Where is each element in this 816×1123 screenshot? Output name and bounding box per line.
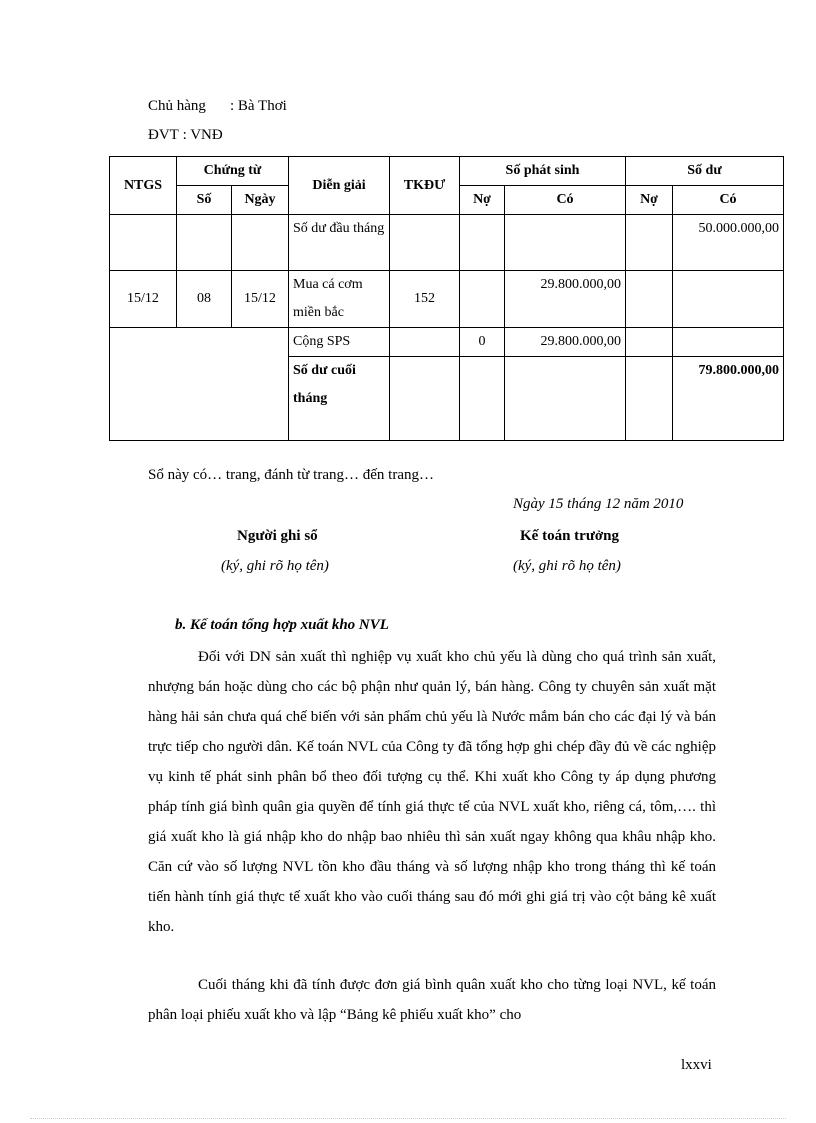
date-line: Ngày 15 tháng 12 năm 2010 — [513, 496, 684, 512]
cell-ps-no — [460, 357, 505, 441]
unit-line — [148, 127, 223, 144]
paragraph: Đối với DN sản xuất thì nghiệp vụ xuất kho chủ yếu là dùng cho quá trình sản xuất, nhượng bán hoặc dùng cho các bộ phận như quản lý, bán hàng. Công ty chuyên sản xuất mặt hàng hải sản chưa quá chế biến với sản phẩm chủ yếu là Nước mắm bán cho các đại lý và bán trực tiếp cho người dân. Kế toán NVL của Công ty đã tổng hợp ghi chép đầy đủ về các nghiệp vụ kinh tế phát sinh phân bổ theo đối tượng cụ thể. Khi xuất kho Công ty áp dụng phương pháp tính giá bình quân gia quyền để tính giá thực tế của NVL xuất kho, riêng cá, tôm,…. thì giá xuất kho là giá nhập kho do nhập bao nhiêu thì sản xuất ngay không qua khâu nhập kho. Căn cứ vào số lượng NVL tồn kho đầu tháng và số lượng nhập kho trong tháng thì kế toán tiến hành tính giá thực tế xuất kho vào cuối tháng sau đó mới ghi giá trị vào cột bảng kê xuất kho. — [148, 649, 716, 935]
cell-dien-giai: Cộng SPS — [289, 328, 390, 357]
owner-value: : Bà Thơi — [230, 98, 287, 114]
cell-ps-no: 0 — [460, 328, 505, 357]
cell-dien-giai: Mua cá cơm miền bắc — [289, 271, 390, 328]
page-count-note: Sổ này có… trang, đánh từ trang… đến trang… — [148, 467, 434, 483]
section-heading: b. Kế toán tổng hợp xuất kho NVL — [175, 617, 389, 633]
signature-sub-recorder: (ký, ghi rõ họ tên) — [221, 558, 329, 574]
table-row — [110, 328, 784, 357]
cell-ngay — [232, 215, 289, 271]
cell-ps-no — [460, 271, 505, 328]
signature-title-recorder: Người ghi sổ — [237, 528, 318, 544]
paragraph: Cuối tháng khi đã tính được đơn giá bình quân xuất kho cho từng loại NVL, kế toán phân loại phiếu xuất kho và lập “Bảng kê phiếu xuất kho” cho — [148, 977, 716, 1023]
page-number: lxxvi — [681, 1057, 712, 1073]
unit-label: ĐVT — [148, 127, 179, 143]
cell-du-no — [626, 215, 673, 271]
cell-du-no — [626, 357, 673, 441]
cell-dien-giai: Số dư cuối tháng — [289, 357, 390, 441]
col-ngay: Ngày — [232, 186, 289, 215]
cell-du-co: 79.800.000,00 — [673, 357, 784, 441]
signature-sub-chief-accountant: (ký, ghi rõ họ tên) — [513, 558, 621, 574]
cell-ps-no — [460, 215, 505, 271]
cell-ps-co: 29.800.000,00 — [505, 328, 626, 357]
table-row — [110, 215, 784, 271]
cell-dien-giai: Số dư đầu tháng — [289, 215, 390, 271]
owner-line — [148, 98, 287, 115]
col-du-no: Nợ — [626, 186, 673, 215]
merged-empty-cell — [110, 328, 289, 441]
col-chung-tu: Chứng từ — [177, 157, 289, 186]
cell-tkdu — [390, 357, 460, 441]
cell-du-co: 50.000.000,00 — [673, 215, 784, 271]
col-du-co: Có — [673, 186, 784, 215]
col-so-phat-sinh: Số phát sinh — [460, 157, 626, 186]
cell-du-no — [626, 271, 673, 328]
cell-ngay: 15/12 — [232, 271, 289, 328]
table-row — [110, 271, 784, 328]
unit-value: : VNĐ — [182, 127, 223, 143]
col-ntgs: NTGS — [110, 157, 177, 215]
cell-ps-co: 29.800.000,00 — [505, 271, 626, 328]
col-so: Số — [177, 186, 232, 215]
cell-du-co — [673, 328, 784, 357]
signature-title-chief-accountant: Kế toán trưởng — [520, 528, 619, 544]
cell-ps-co — [505, 215, 626, 271]
cell-du-co — [673, 271, 784, 328]
cell-so: 08 — [177, 271, 232, 328]
ledger-table — [109, 156, 784, 441]
header-row-1 — [110, 157, 784, 186]
col-tkdu: TKĐƯ — [390, 157, 460, 215]
cell-tkdu — [390, 215, 460, 271]
owner-label: Chủ hàng — [148, 98, 206, 114]
col-so-du: Số dư — [626, 157, 784, 186]
cell-tkdu — [390, 328, 460, 357]
cell-tkdu: 152 — [390, 271, 460, 328]
col-dien-giai: Diễn giải — [289, 157, 390, 215]
cell-ntgs: 15/12 — [110, 271, 177, 328]
col-ps-co: Có — [505, 186, 626, 215]
cell-so — [177, 215, 232, 271]
cell-ps-co — [505, 357, 626, 441]
cell-du-no — [626, 328, 673, 357]
col-ps-no: Nợ — [460, 186, 505, 215]
footer-divider — [30, 1118, 786, 1119]
cell-ntgs — [110, 215, 177, 271]
